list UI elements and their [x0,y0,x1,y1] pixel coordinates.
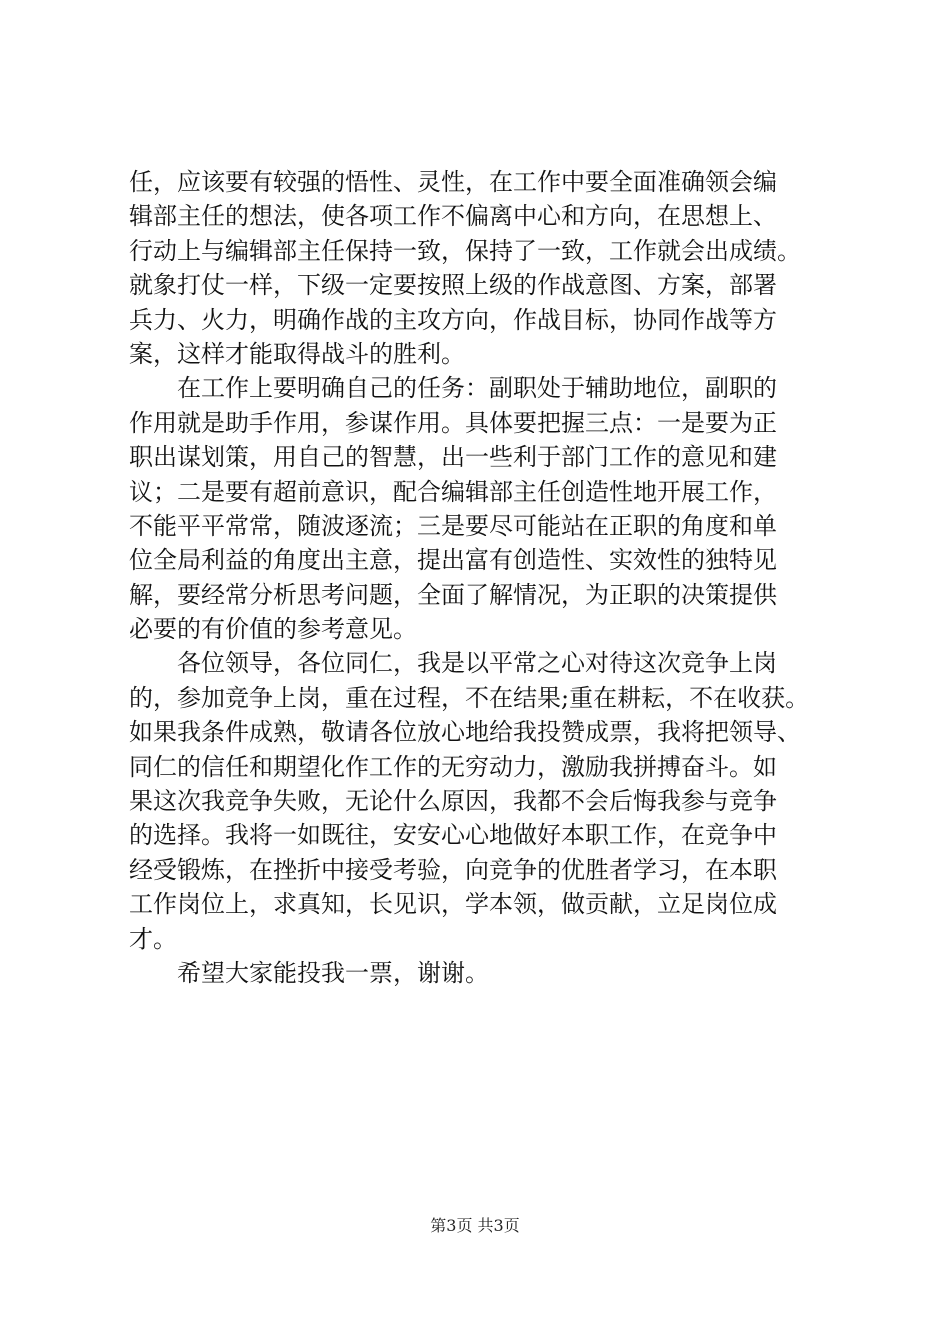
text-line: 作用就是助手作用，参谋作用。具体要把握三点：一是要为正 [129,408,777,437]
text-line: 在工作上要明确自己的任务：副职处于辅助地位，副职的 [129,374,777,403]
text-line: 任，应该要有较强的悟性、灵性，在工作中要全面准确领会编 [129,168,777,196]
page-number-footer: 第3页 共3页 [430,1216,520,1235]
text-line: 兵力、火力，明确作战的主攻方向，作战目标，协同作战等方 [129,305,777,334]
text-line: 才。 [129,924,177,953]
text-line: 辑部主任的想法，使各项工作不偏离中心和方向，在思想上、 [129,202,777,231]
text-line: 案，这样才能取得战斗的胜利。 [129,339,465,368]
text-line: 必要的有价值的参考意见。 [129,615,417,644]
text-line: 就象打仗一样，下级一定要按照上级的作战意图、方案，部署 [129,271,777,300]
text-line: 经受锻炼，在挫折中接受考验，向竞争的优胜者学习，在本职 [129,855,777,884]
text-line: 解，要经常分析思考问题，全面了解情况，为正职的决策提供 [129,580,777,609]
text-line: 果这次我竞争失败，无论什么原因，我都不会后悔我参与竞争 [129,787,777,816]
text-line: 如果我条件成熟，敬请各位放心地给我投赞成票，我将把领导、 [129,718,801,747]
text-line: 希望大家能投我一票，谢谢。 [129,958,489,987]
text-line: 工作岗位上，求真知，长见识，学本领，做贡献，立足岗位成 [129,890,777,919]
text-line: 不能平平常常，随波逐流；三是要尽可能站在正职的角度和单 [129,511,777,540]
text-line: 各位领导，各位同仁，我是以平常之心对待这次竞争上岗 [129,649,777,678]
text-line: 同仁的信任和期望化作工作的无穷动力，激励我拼搏奋斗。如 [129,752,777,781]
document-body [129,165,829,990]
text-line: 的，参加竞争上岗，重在过程，不在结果;重在耕耘，不在收获。 [129,683,810,712]
text-line: 职出谋划策，用自己的智慧，出一些利于部门工作的意见和建 [129,443,777,472]
text-line: 的选择。我将一如既往，安安心心地做好本职工作，在竞争中 [129,821,777,850]
text-line: 位全局利益的角度出主意，提出富有创造性、实效性的独特见 [129,546,777,575]
text-line: 议；二是要有超前意识，配合编辑部主任创造性地开展工作， [129,477,777,506]
text-line: 行动上与编辑部主任保持一致，保持了一致，工作就会出成绩。 [129,236,801,265]
